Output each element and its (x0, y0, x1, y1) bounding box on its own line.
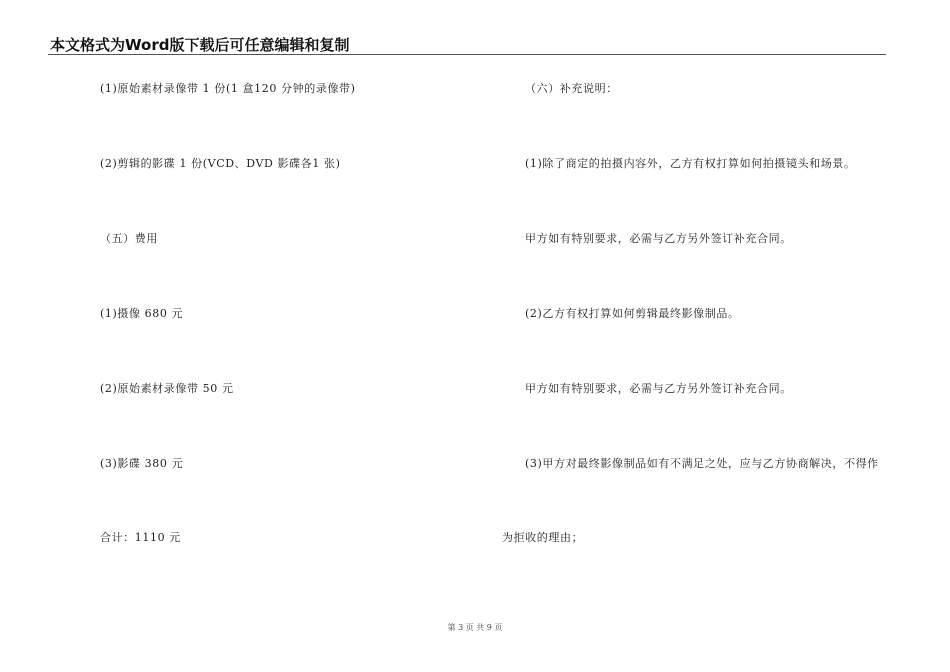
right-section-heading-supplement: （六）补充说明： (525, 82, 618, 95)
right-line-2: (1)除了商定的拍摄内容外，乙方有权打算如何拍摄镜头和场景。 (525, 157, 856, 170)
left-line-4: (1)摄像 680 元 (100, 307, 184, 320)
header-divider (48, 54, 886, 55)
left-line-6: (3)影碟 380 元 (100, 457, 184, 470)
document-header-title: 本文格式为Word版下载后可任意编辑和复制 (50, 36, 350, 54)
right-line-7: 为拒收的理由； (502, 531, 584, 544)
right-line-4: (2)乙方有权打算如何剪辑最终影像制品。 (525, 307, 740, 320)
left-line-2: (2)剪辑的影碟 1 份(VCD、DVD 影碟各1 张) (100, 157, 341, 170)
right-line-3: 甲方如有特别要求，必需与乙方另外签订补充合同。 (525, 232, 792, 245)
left-total: 合计：1110 元 (100, 531, 181, 544)
left-line-5: (2)原始素材录像带 50 元 (100, 382, 234, 395)
page-number-footer: 第 3 页 共 9 页 (447, 623, 503, 632)
left-line-1: (1)原始素材录像带 1 份(1 盒120 分钟的录像带) (100, 82, 356, 95)
left-section-heading-fees: （五）费用 (100, 232, 158, 245)
right-line-6: (3)甲方对最终影像制品如有不满足之处，应与乙方协商解决，不得作 (525, 457, 879, 470)
right-line-5: 甲方如有特别要求，必需与乙方另外签订补充合同。 (525, 382, 792, 395)
